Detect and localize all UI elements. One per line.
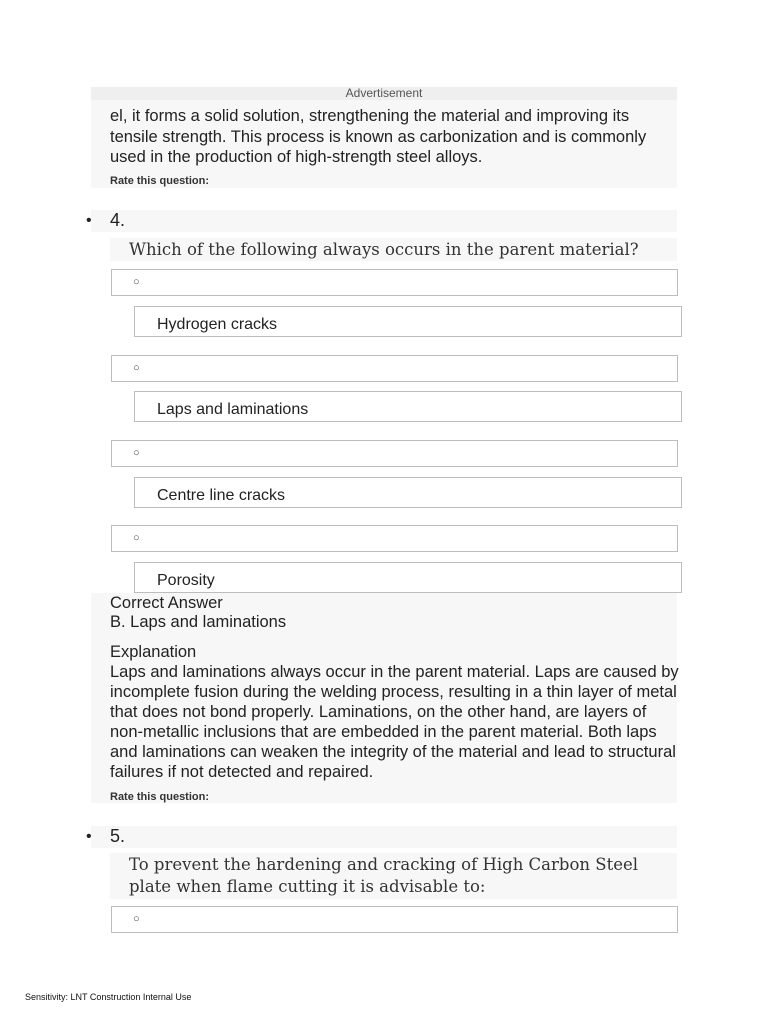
option-d-radio[interactable] [111,525,678,552]
option-b-radio[interactable] [111,355,678,382]
option-a-radio[interactable] [111,906,678,933]
list-bullet: • [86,828,92,845]
option-a-box[interactable] [134,306,682,337]
option-a-label: Hydrogen cracks [157,316,278,333]
option-a-radio[interactable] [111,269,678,296]
question-5-number-row [91,826,677,848]
question-4-text: Which of the following always occurs in the parent material? [129,240,639,259]
radio-circle-icon: ○ [133,276,140,288]
radio-circle-icon: ○ [133,447,140,459]
rate-question-link[interactable]: Rate this question: [110,175,210,187]
question-5-text: To prevent the hardening and cracking of High Carbon Steel plate when flame cutting it is advisable to: [129,855,639,896]
question-4-number-row [91,210,677,232]
option-c-radio[interactable] [111,440,678,467]
advertisement-label: Advertisement [91,87,677,100]
radio-circle-icon: ○ [133,913,140,925]
option-c-box[interactable] [134,477,682,508]
question-4-number: 4. [110,210,126,230]
option-d-label: Porosity [157,572,215,589]
option-b-box[interactable] [134,391,682,422]
previous-explanation-text: el, it forms a solid solution, strengthening the material and improving its tensile strength. This process is known as carbonization and is commonly used in the production of high-strength steel alloys. [110,107,647,166]
question-5-number: 5. [110,826,126,846]
sensitivity-footer: Sensitivity: LNT Construction Internal Use [25,992,192,1002]
option-d-box[interactable] [134,562,682,593]
explanation-heading: Explanation [110,643,197,661]
option-c-label: Centre line cracks [157,487,286,504]
rate-question-link[interactable]: Rate this question: [110,791,210,803]
correct-answer-value: B. Laps and laminations [110,613,287,631]
radio-circle-icon: ○ [133,532,140,544]
explanation-text: Laps and laminations always occur in the parent material. Laps are caused by incomplete fusion during the welding process, resulting in a thin layer of metal that does not bond properly. Laminations, on the other hand, are layers of non-metallic inclusions that are embedded in the parent material. Both laps and laminations can weaken the integrity of the material and lead to structural failures if not detected and repaired. [110,663,679,781]
radio-circle-icon: ○ [133,362,140,374]
option-b-label: Laps and laminations [157,401,309,418]
list-bullet: • [86,212,92,229]
correct-answer-heading: Correct Answer [110,594,223,612]
